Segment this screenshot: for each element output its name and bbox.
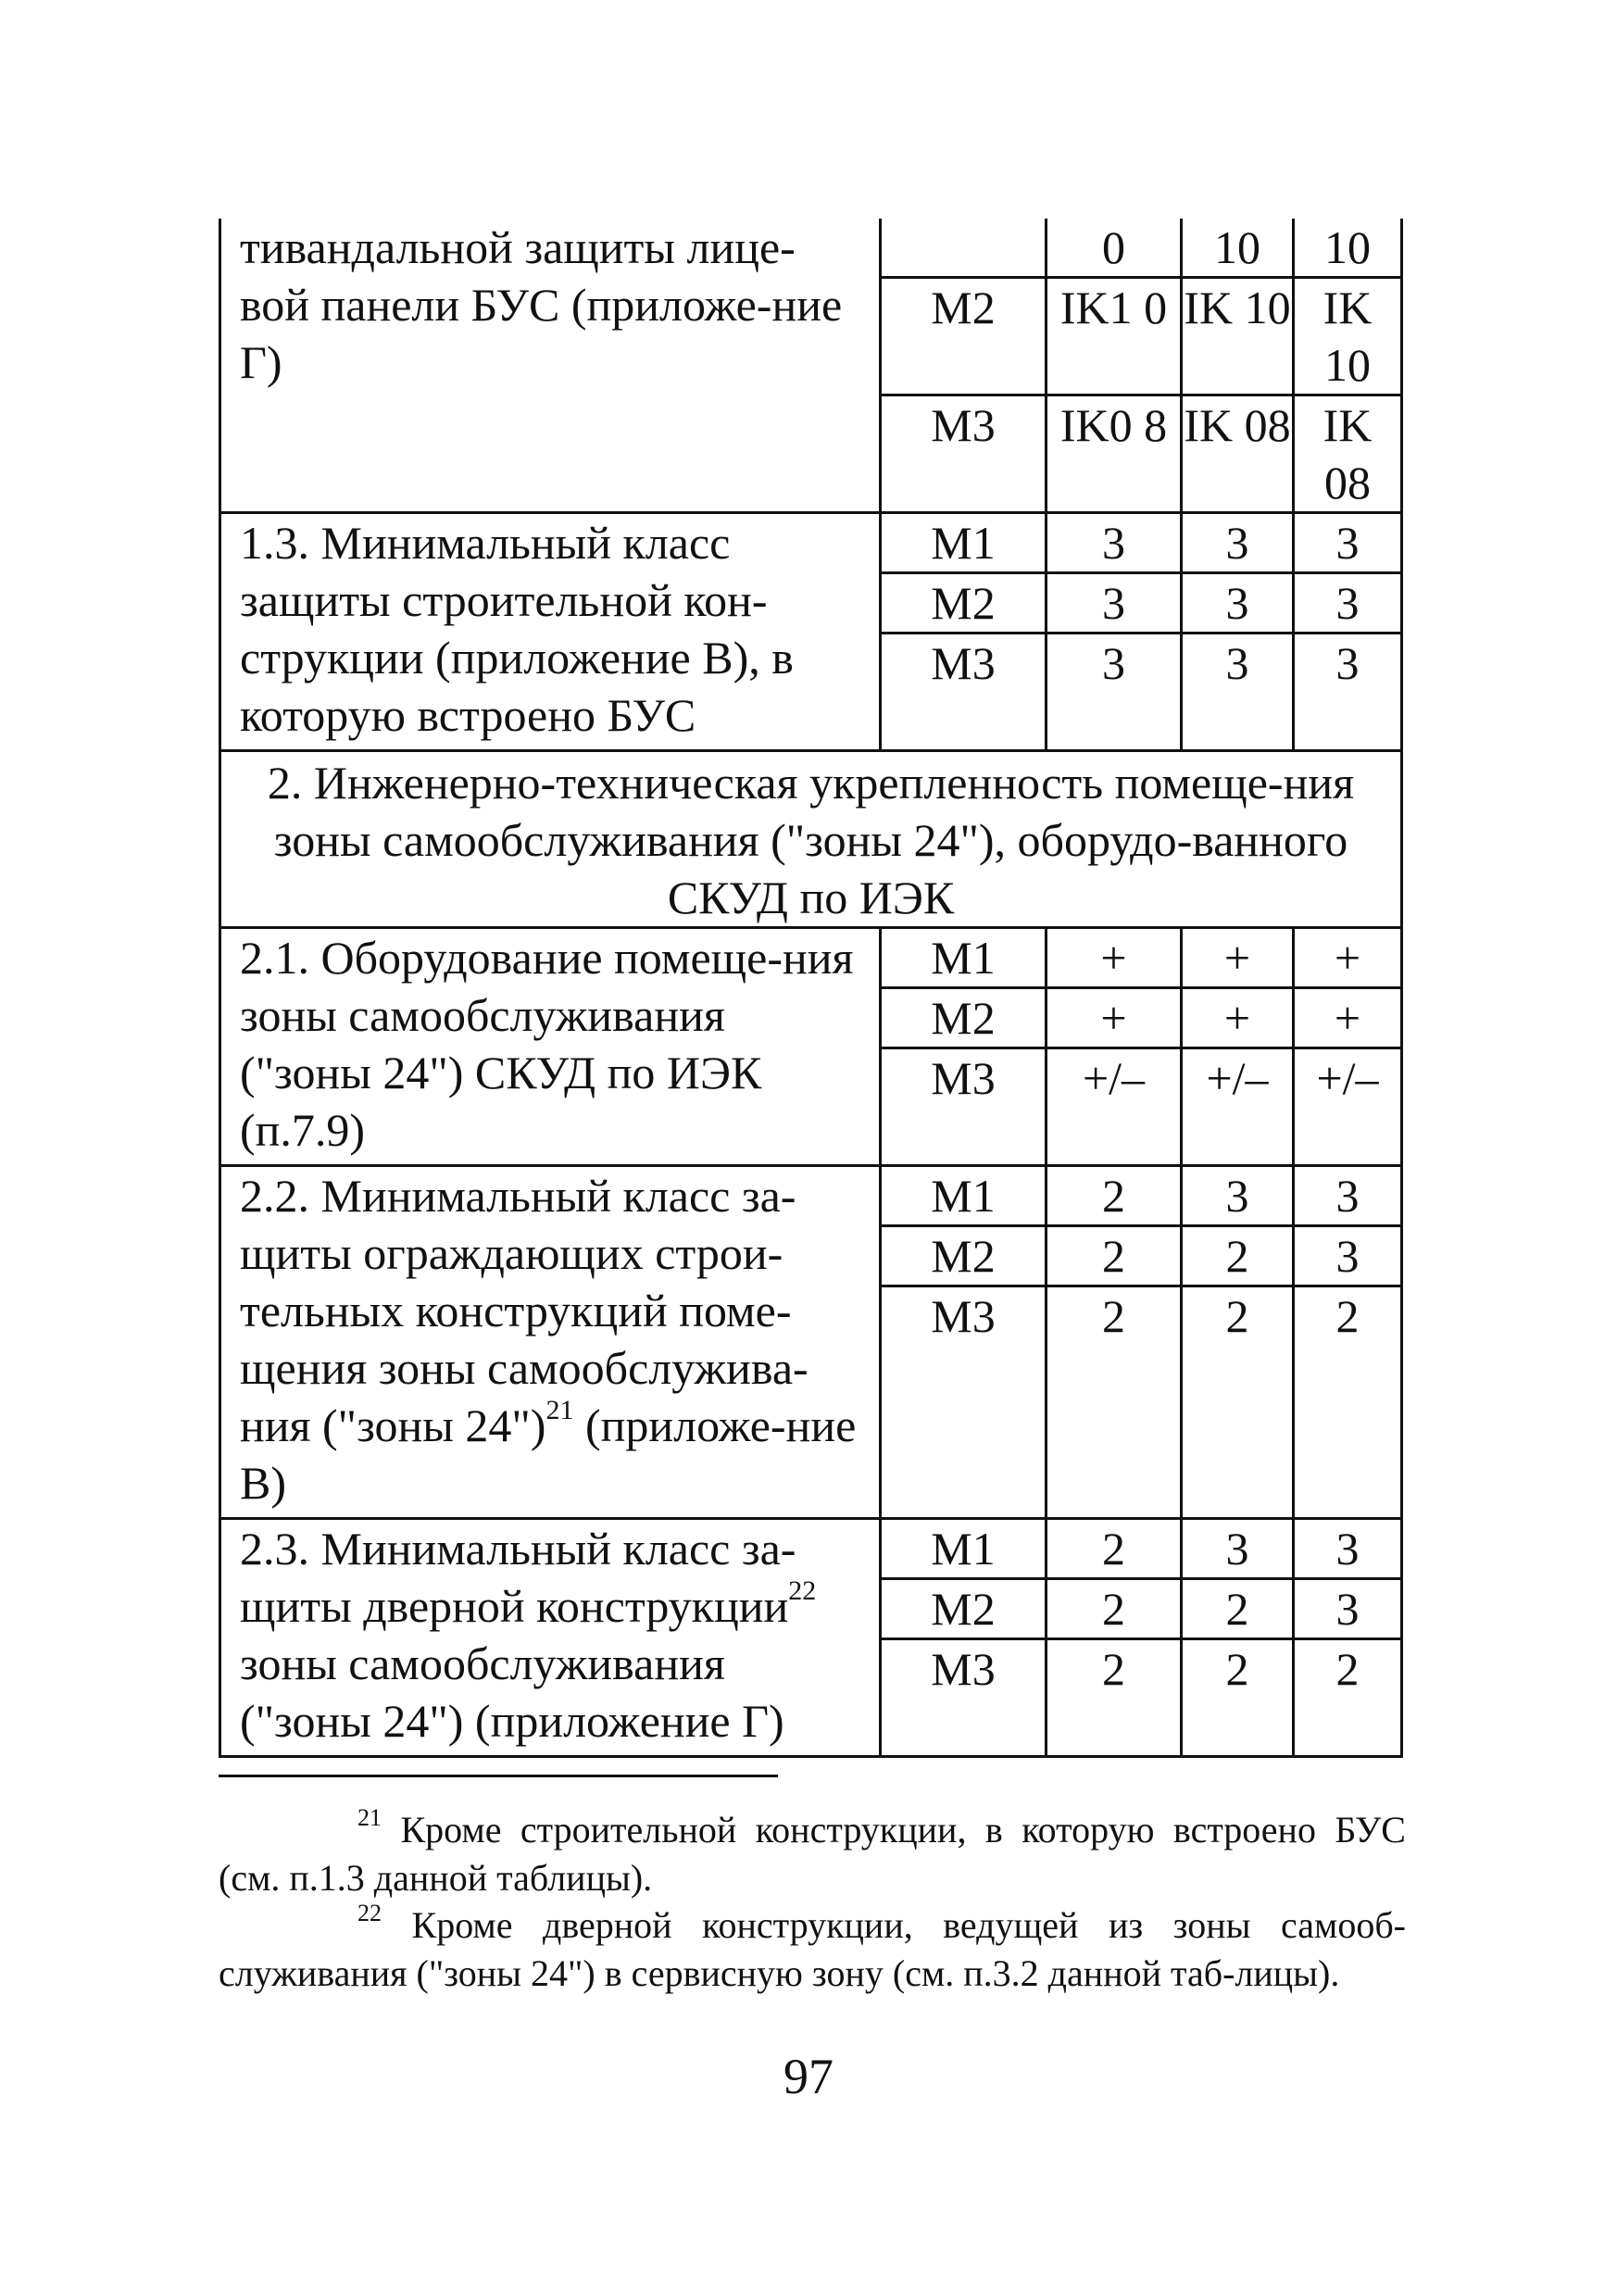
footnote-number: 22	[357, 1899, 382, 1926]
mode-cell	[881, 219, 1047, 278]
criterion-text: зоны самообслуживания ("зоны 24") (приложение Г)	[240, 1637, 784, 1747]
footnote-separator	[219, 1775, 778, 1777]
mode-cell: М3	[881, 634, 1047, 751]
table-row	[220, 928, 1402, 988]
value-cell: 2	[1182, 1639, 1294, 1757]
mode-cell: М2	[881, 988, 1047, 1048]
value-cell: 3	[1047, 513, 1182, 573]
value-cell: 3	[1182, 513, 1294, 573]
value-cell: IK0 8	[1047, 395, 1182, 513]
mode-cell: М1	[881, 928, 1047, 988]
value-cell: 2	[1047, 1579, 1182, 1639]
table-row	[220, 751, 1402, 928]
value-cell: IK 08	[1294, 395, 1402, 513]
table-row	[220, 1166, 1402, 1226]
value-cell: 2	[1182, 1226, 1294, 1286]
value-cell: 2	[1294, 1639, 1402, 1757]
value-cell: IK 08	[1182, 395, 1294, 513]
footnote-text: Кроме строительной конструкции, в которую встроено БУС (см. п.1.3 данной таблицы).	[219, 1809, 1406, 1899]
value-cell: 3	[1294, 1519, 1402, 1579]
table-row	[220, 1519, 1402, 1579]
value-cell: 3	[1182, 634, 1294, 751]
value-cell: +/–	[1294, 1048, 1402, 1166]
table-row	[220, 219, 1402, 278]
mode-cell: М3	[881, 1286, 1047, 1519]
mode-cell: М2	[881, 1226, 1047, 1286]
value-cell: 2	[1182, 1286, 1294, 1519]
value-cell: +	[1294, 988, 1402, 1048]
footnote	[219, 1901, 1406, 1998]
value-cell: 3	[1294, 1579, 1402, 1639]
value-cell: 2	[1047, 1226, 1182, 1286]
value-cell: 3	[1047, 634, 1182, 751]
value-cell: 3	[1294, 513, 1402, 573]
value-cell: +	[1294, 928, 1402, 988]
value-cell: 3	[1294, 1166, 1402, 1226]
footnote-ref: 21	[545, 1395, 574, 1426]
value-cell: +	[1182, 928, 1294, 988]
mode-cell: М2	[881, 1579, 1047, 1639]
value-cell: 3	[1294, 573, 1402, 634]
value-cell: 3	[1182, 1519, 1294, 1579]
footnote	[219, 1803, 1406, 1902]
value-cell: 3	[1047, 573, 1182, 634]
footnote-text: Кроме дверной конструкции, ведущей из зоны самооб-служивания ("зоны 24") в сервисную зону (см. п.3.2 данной таб-лицы).	[219, 1904, 1406, 1994]
value-cell: +/–	[1182, 1048, 1294, 1166]
value-cell: 10	[1182, 219, 1294, 278]
criterion-cell: тивандальной защиты лице-вой панели БУС (приложе-ние Г)	[220, 219, 881, 513]
value-cell: 2	[1294, 1286, 1402, 1519]
mode-cell: М3	[881, 1048, 1047, 1166]
value-cell: 3	[1294, 1226, 1402, 1286]
mode-cell: М3	[881, 1639, 1047, 1757]
mode-cell: М2	[881, 278, 1047, 395]
value-cell: IK 10	[1294, 278, 1402, 395]
value-cell: 0	[1047, 219, 1182, 278]
value-cell: 3	[1294, 634, 1402, 751]
value-cell: +	[1047, 988, 1182, 1048]
table-row	[220, 513, 1402, 573]
value-cell: +/–	[1047, 1048, 1182, 1166]
criterion-cell: 2.1. Оборудование помеще-ния зоны самообслуживания ("зоны 24") СКУД по ИЭК (п.7.9)	[220, 928, 881, 1166]
footnote-ref: 22	[788, 1575, 817, 1607]
mode-cell: М1	[881, 513, 1047, 573]
value-cell: IK 10	[1182, 278, 1294, 395]
value-cell: 2	[1047, 1639, 1182, 1757]
page-number: 97	[783, 2049, 834, 2104]
criterion-cell: 1.3. Минимальный класс защиты строительной кон-струкции (приложение В), в которую встроено БУС	[220, 513, 881, 751]
mode-cell: М1	[881, 1166, 1047, 1226]
value-cell: 3	[1182, 573, 1294, 634]
criterion-text: (приложе-ние В)	[240, 1399, 857, 1509]
value-cell: +	[1047, 928, 1182, 988]
value-cell: 2	[1047, 1166, 1182, 1226]
requirements-table	[219, 219, 1403, 1758]
value-cell: 3	[1182, 1166, 1294, 1226]
value-cell: 2	[1047, 1519, 1182, 1579]
criterion-text: 2.2. Минимальный класс за-щиты ограждающих строи-тельных конструкций поме-щения зоны самообслужива-ния ("зоны 24")	[240, 1170, 808, 1451]
mode-cell: М3	[881, 395, 1047, 513]
value-cell: IK1 0	[1047, 278, 1182, 395]
section-heading: 2. Инженерно-техническая укрепленность помеще-ния зоны самообслуживания ("зоны 24"), оборудо-ванного СКУД по ИЭК	[220, 751, 1402, 928]
mode-cell: М2	[881, 573, 1047, 634]
criterion-text: 2.3. Минимальный класс за-щиты дверной конструкции	[240, 1523, 796, 1632]
value-cell: +	[1182, 988, 1294, 1048]
criterion-cell	[220, 1166, 881, 1519]
value-cell: 10	[1294, 219, 1402, 278]
value-cell: 2	[1047, 1286, 1182, 1519]
footnote-number: 21	[357, 1803, 382, 1831]
mode-cell: М1	[881, 1519, 1047, 1579]
value-cell: 2	[1182, 1579, 1294, 1639]
criterion-cell	[220, 1519, 881, 1757]
